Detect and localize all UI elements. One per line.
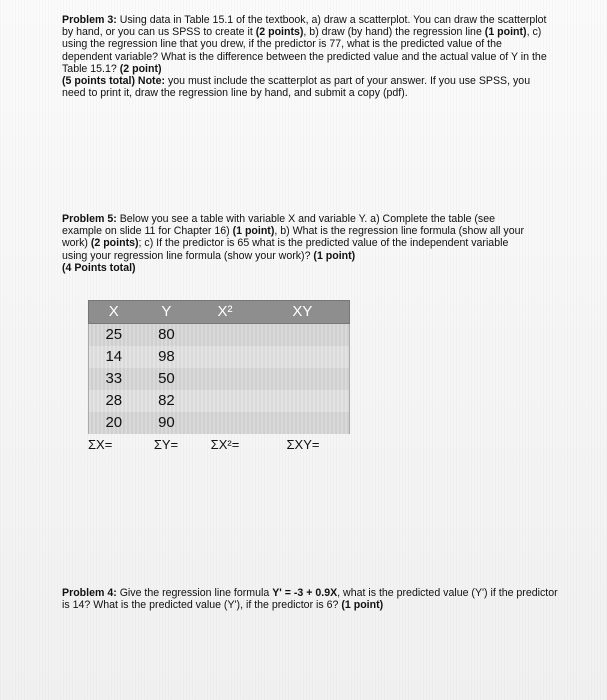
problem-5-total: (4 Points total) xyxy=(62,261,136,274)
table-row xyxy=(88,324,350,346)
cell-x: 33 xyxy=(105,370,123,387)
problem-4-text-b: , what is the predicted value (Y') if the predictor is 14? What is the predicted value (Y'), if the predictor is 6? xyxy=(62,587,558,612)
cell-y: 50 xyxy=(158,370,175,387)
problem-3 xyxy=(62,14,552,99)
problem-4-heading: Problem 4: xyxy=(62,587,117,599)
problem-3-text-b: , b) draw (by hand) the regression line xyxy=(303,26,485,39)
problem-5-text-c: ; c) If the predictor is 65 what is the predicted value of the independent variable using your regression line formula (show your work)? xyxy=(62,237,509,262)
header-y: Y xyxy=(161,303,172,320)
cell-y: 82 xyxy=(158,392,175,409)
cell-xy xyxy=(256,368,349,390)
table-row xyxy=(88,368,350,390)
cell-x-squared xyxy=(194,346,256,368)
problem-3-heading: Problem 3: xyxy=(62,14,117,26)
cell-x-squared xyxy=(194,390,256,412)
cell-y: 90 xyxy=(158,414,175,431)
problem-5-text-a: Below you see a table with variable X and variable Y. a) Complete the table (see example on slide 11 for Chapter 16) xyxy=(62,213,496,238)
problem-5 xyxy=(62,213,532,274)
sum-x-squared-label: ΣX²= xyxy=(210,437,240,452)
cell-x: 25 xyxy=(105,326,123,343)
problem-5-points-c: (1 point) xyxy=(313,249,356,262)
cell-xy xyxy=(256,324,349,346)
cell-x-squared xyxy=(194,412,256,434)
cell-x: 14 xyxy=(105,348,123,365)
cell-xy xyxy=(256,390,349,412)
problem-3-text-a: Using data in Table 15.1 of the textbook, a) draw a scatterplot. You can draw the scatterplot by hand, or you can us SPSS to create it xyxy=(62,14,547,39)
table-sums-row xyxy=(88,436,350,454)
cell-y: 98 xyxy=(158,348,175,365)
header-xy: XY xyxy=(292,303,313,320)
problem-5-points-b: (2 points) xyxy=(90,237,139,250)
problem-5-points-a: (1 point) xyxy=(232,225,275,238)
cell-y: 80 xyxy=(158,326,175,343)
problem-4-text-a: Give the regression line formula xyxy=(116,587,273,599)
sum-y-label: ΣY= xyxy=(153,437,179,452)
problem-5-text-b: , b) What is the regression line formula (show all your work) xyxy=(62,225,525,250)
problem-4 xyxy=(62,587,562,611)
cell-x-squared xyxy=(194,368,256,390)
cell-xy xyxy=(256,412,349,434)
problem-4-formula: Y' = -3 + 0.9X xyxy=(272,587,338,599)
table-header xyxy=(88,300,350,324)
problem-3-points-c: (2 point) xyxy=(119,62,162,75)
cell-x-squared xyxy=(194,324,256,346)
sum-xy-label: ΣXY= xyxy=(286,437,320,452)
data-table xyxy=(88,300,350,454)
problem-3-points-b: (1 point) xyxy=(484,26,527,39)
table-row xyxy=(88,390,350,412)
header-x-squared: X² xyxy=(217,303,233,320)
table-row xyxy=(88,412,350,434)
problem-3-text-c: , c) using the regression line that you drew, if the predictor is 77, what is the predicted value of the dependent variable? What is the difference between the predicted value and the actual value of Y in the Table 15.1? xyxy=(62,26,547,75)
problem-3-note-label: Note: xyxy=(134,75,165,88)
header-x: X xyxy=(108,303,119,320)
cell-x: 20 xyxy=(105,414,123,431)
table-row xyxy=(88,346,350,368)
problem-3-points-a: (2 points) xyxy=(255,26,304,39)
cell-xy xyxy=(256,346,349,368)
sum-x-label: ΣX= xyxy=(88,437,113,452)
problem-3-note-text: you must include the scatterplot as part of your answer. If you use SPSS, you need to print it, draw the regression line by hand, and submit a copy (pdf). xyxy=(62,75,531,100)
problem-3-total: (5 points total) xyxy=(62,75,135,88)
problem-5-heading: Problem 5: xyxy=(62,213,117,225)
cell-x: 28 xyxy=(105,392,123,409)
problem-4-points: (1 point) xyxy=(341,599,384,612)
